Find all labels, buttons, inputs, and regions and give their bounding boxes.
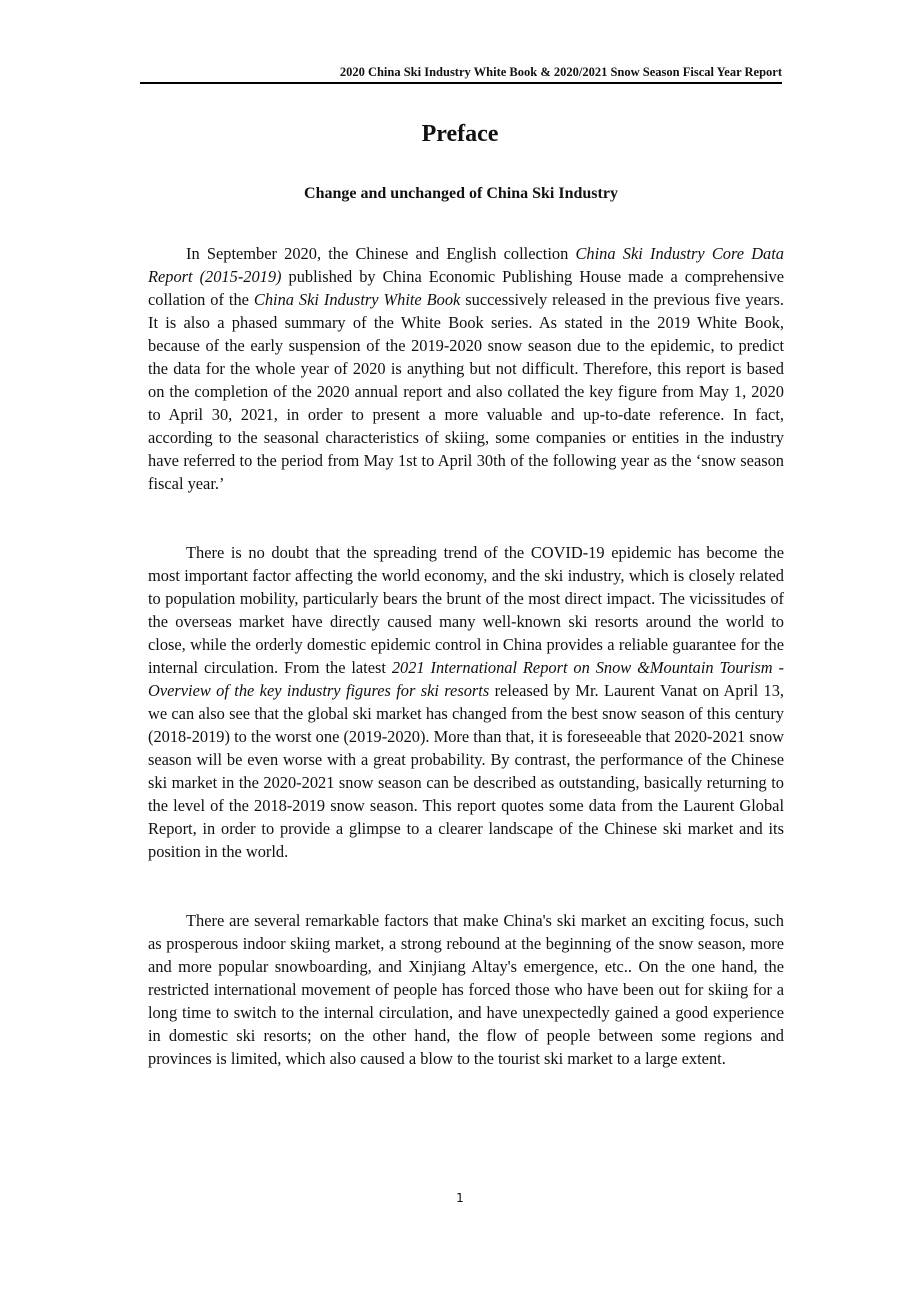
running-header: 2020 China Ski Industry White Book & 2020/2021 Snow Season Fiscal Year Report xyxy=(339,65,782,79)
paragraph-text: In September 2020, the Chinese and English collection xyxy=(186,244,576,263)
book-title: China Ski Industry Core Data Report (2015-2019) xyxy=(148,244,784,286)
paragraph-2 xyxy=(148,541,784,863)
paragraph-text: There is no doubt that the spreading trend of the COVID-19 epidemic has become the most important factor affecting the world economy, and the ski industry, which is closely related to population mobility, particularly bears the brunt of the most direct impact. The vicissitudes of the overseas market have directly caused many well-known ski resorts around the world to close, while the orderly domestic epidemic control in China provides a reliable guarantee for the internal circulation. From the latest xyxy=(148,543,784,677)
paragraph-text: released by Mr. Laurent Vanat on April 13, we can also see that the global ski market has changed from the best snow season of this century (2018-2019) to the worst one (2019-2020). More than that, it is foreseeable that 2020-2021 snow season will be even worse with a great probability. By contrast, the performance of the Chinese ski market in the 2020-2021 snow season can be described as outstanding, basically returning to the level of the 2018-2019 snow season. This report quotes some data from the Laurent Global Report, in order to provide a glimpse to a clearer landscape of the Chinese ski market and its position in the world. xyxy=(148,681,784,861)
section-subtitle: Change and unchanged of China Ski Industry xyxy=(304,185,618,202)
book-title: China Ski Industry White Book xyxy=(253,290,461,309)
page-number: 1 xyxy=(456,1191,464,1205)
paragraph-text: There are several remarkable factors that make China's ski market an exciting focus, such as prosperous indoor skiing market, a strong rebound at the beginning of the snow season, more and more popular snowboarding, and Xinjiang Altay's emergence, etc.. On the one hand, the restricted international movement of people has forced those who have been out for skiing for a long time to switch to the internal circulation, and have unexpectedly gained a good experience in domestic ski resorts; on the other hand, the flow of people between some regions and provinces is limited, which also caused a blow to the tourist ski market to a large extent. xyxy=(148,911,784,1068)
page-title: Preface xyxy=(421,121,499,147)
paragraph-3 xyxy=(148,909,784,1070)
body-text xyxy=(148,242,784,1070)
paragraph-text: successively released in the previous five years. It is also a phased summary of the White Book series. As stated in the 2019 White Book, because of the early suspension of the 2019-2020 snow season due to the epidemic, to predict the data for the whole year of 2020 is anything but not difficult. Therefore, this report is based on the completion of the 2020 annual report and also collated the key figure from May 1, 2020 to April 30, 2021, in order to present a more valuable and up-to-date reference. In fact, according to the seasonal characteristics of skiing, some companies or entities in the industry have referred to the period from May 1st to April 30th of the following year as the ‘snow season fiscal year.’ xyxy=(148,290,785,493)
report-title: 2021 International Report on Snow &Mountain Tourism - Overview of the key industry figures for ski resorts xyxy=(148,658,784,700)
header-rule xyxy=(140,82,782,84)
paragraph-1 xyxy=(148,242,784,495)
paragraph-text: published by China Economic Publishing House made a comprehensive collation of the xyxy=(148,267,785,309)
